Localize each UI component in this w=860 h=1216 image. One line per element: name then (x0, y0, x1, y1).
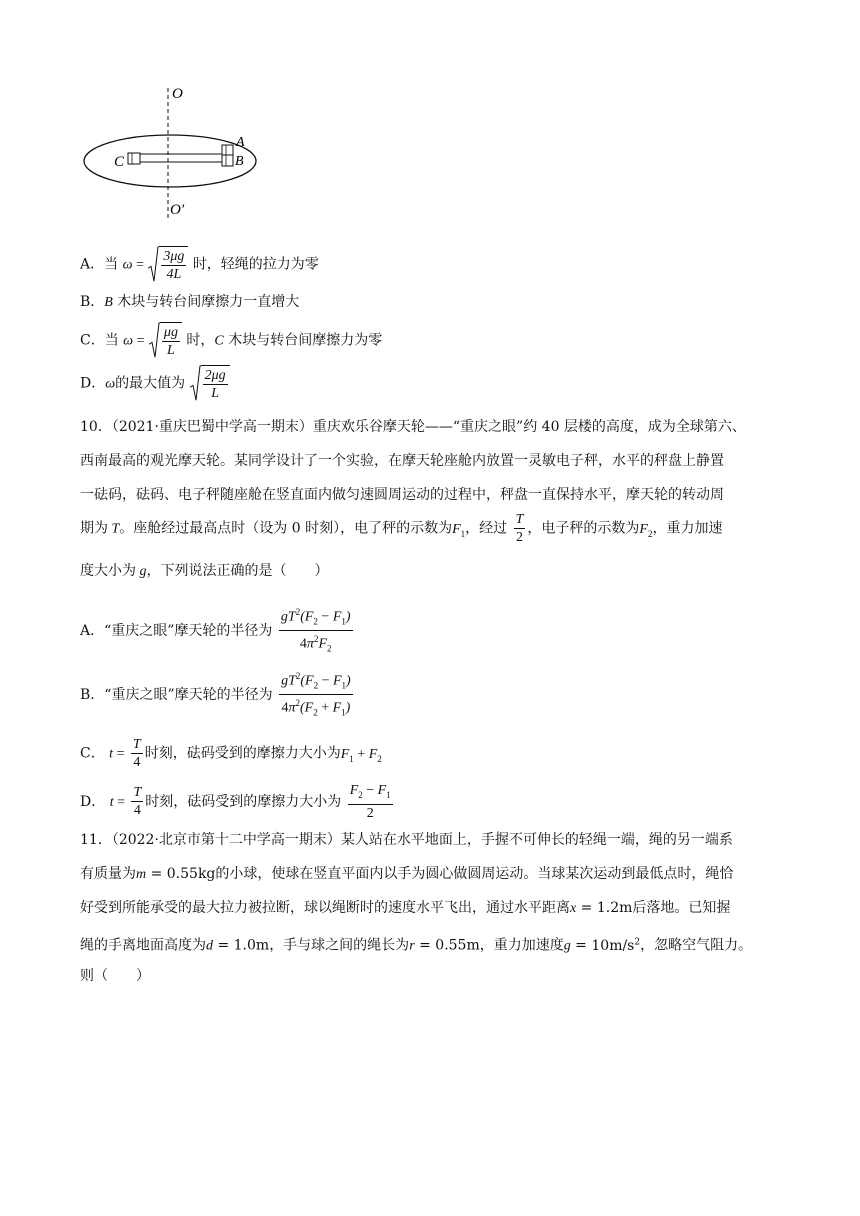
q11-stem-line1: 11．（2022·北京市第十二中学高一期末）某人站在水平地面上，手握不可伸长的轻绳一端，绳的另一端系 (80, 832, 733, 848)
label-o-prime: O′ (170, 202, 185, 218)
q11-stem-line2: 有质量为m = 0.55kg的小球，使球在竖直平面内以手为圆心做圆周运动。当球某次运动到最低点时，绳恰 (80, 866, 734, 882)
turntable-figure (82, 84, 272, 224)
q9-option-d: D．ω的最大值为 $\frac{2\mu g}{L}$ (80, 365, 802, 402)
label-o: O (172, 86, 183, 102)
q10-stem-line4: 期为 T。座舱经过最高点时（设为 0 时刻），电了秤的示数为$F_1$，经过 $\frac{T}{2}$ ，电子秤的示数为$F_2$，重力加速 (80, 512, 723, 545)
block-c (128, 153, 140, 164)
q10-stem-line5: 度大小为 g，下列说法正确的是（ ） (80, 563, 329, 579)
block-a (222, 145, 233, 155)
label-a: A (236, 135, 245, 150)
block-b (222, 155, 233, 166)
q10-option-b: B．“重庆之眼”摩天轮的半径为 $\frac{gT^2(F_2 - F_1)}{4\pi^2(F_2 + F_1)}$ (80, 668, 802, 722)
q10-stem-line3: 一砝码，砝码、电子秤随座舱在竖直面内做匀速圆周运动的过程中，秤盘一直保持水平，摩天轮的转动周 (80, 487, 724, 503)
q9-option-c: C．当 ω = $\frac{\mu g}{L}$ 时，C 木块与转台间摩擦力为零 (80, 322, 802, 359)
q11-stem-line5: 则（ ） (80, 968, 150, 984)
label-c: C (114, 154, 125, 170)
q10-option-a: A．“重庆之眼”摩天轮的半径为 $\frac{gT^2(F_2 - F_1)}{4\pi^2F_2}$ (80, 604, 802, 658)
q10-option-c: C． t = $\frac{T}{4}$ 时刻，砝码受到的摩擦力大小为$F_1 + F_2$ (80, 737, 382, 770)
q10-option-d: D． t = $\frac{T}{4}$ 时刻，砝码受到的摩擦力大小为 $\frac{F_2 - F_1}{2}$ (80, 783, 391, 821)
q9-option-b: B．B 木块与转台间摩擦力一直增大 (80, 294, 300, 310)
q11-stem-line3: 好受到所能承受的最大拉力被拉断，球以绳断时的速度水平飞出，通过水平距离x = 1.2m后落地。已知握 (80, 900, 731, 916)
q9-option-a: A．当 ω = $\frac{3\mu g}{4L}$ 时，轻绳的拉力为零 (80, 246, 802, 283)
q11-stem-line4: 绳的手离地面高度为d = 1.0m，手与球之间的绳长为r = 0.55m，重力加速度$g = 10m/s^2$，忽略空气阻力。 (80, 937, 753, 954)
label-b: B (235, 154, 244, 169)
q10-stem-line2: 西南最高的观光摩天轮。某同学设计了一个实验，在摩天轮座舱内放置一灵敏电子秤，水平的秤盘上静置 (80, 453, 724, 469)
q10-stem-line1: 10．（2021·重庆巴蜀中学高一期末）重庆欢乐谷摩天轮——“重庆之眼”约 40 层楼的高度，成为全球第六、 (80, 419, 746, 435)
